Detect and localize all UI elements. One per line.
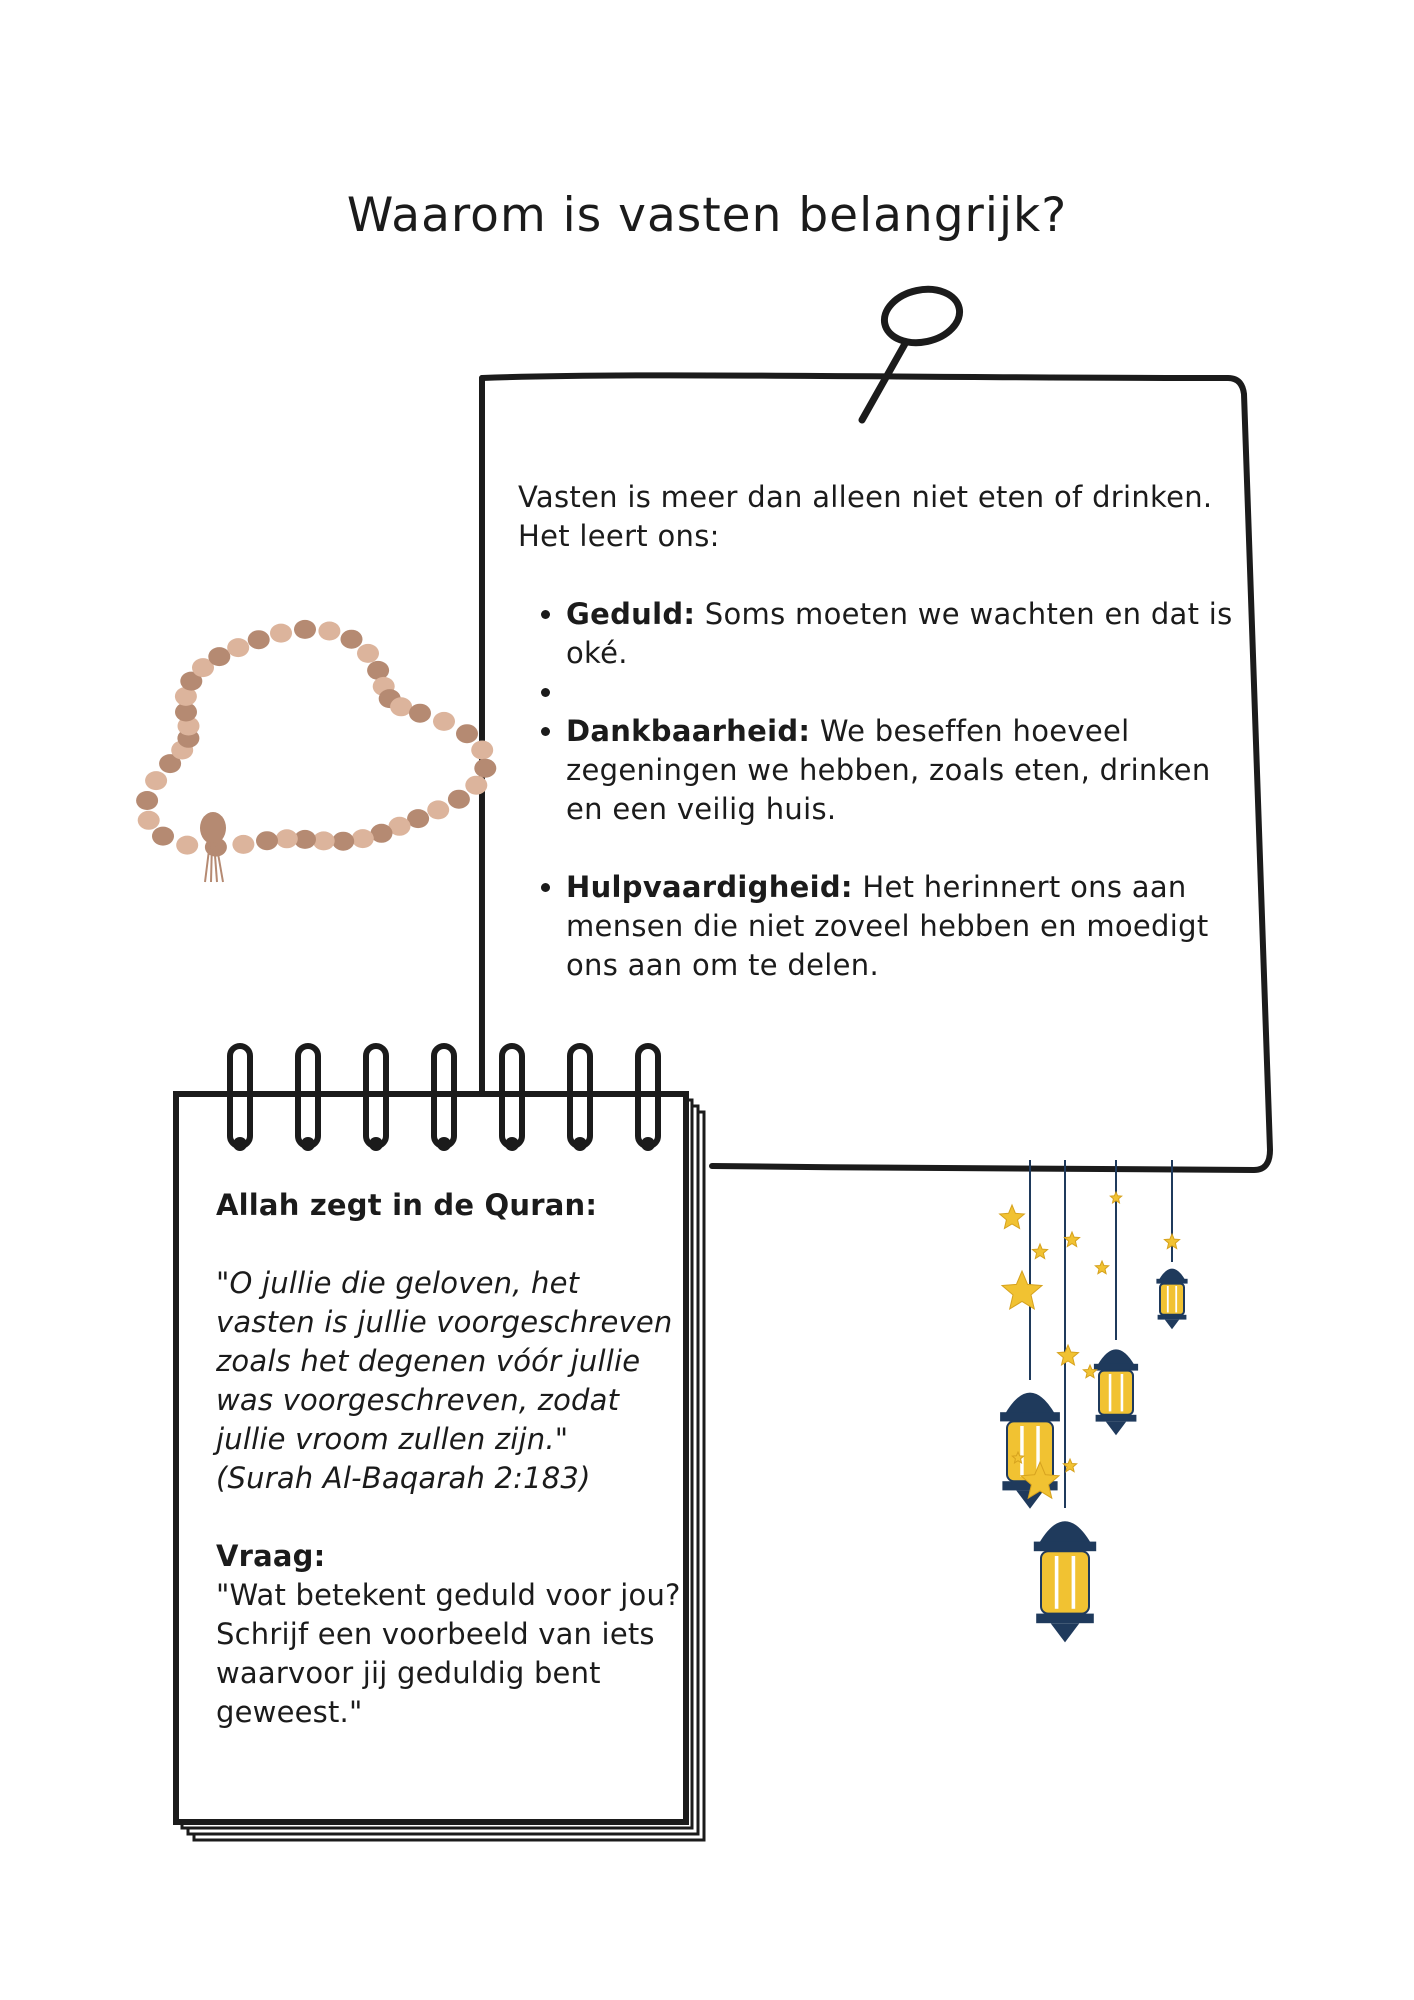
quran-reference: (Surah Al-Baqarah 2:183)	[216, 1461, 591, 1495]
bead	[471, 741, 493, 760]
star	[1110, 1192, 1121, 1203]
lantern-base	[1158, 1315, 1187, 1320]
bead	[256, 831, 278, 850]
bead	[276, 829, 298, 848]
hanging-lanterns-icon	[920, 1160, 1220, 1700]
spiral-binding-icon	[200, 1040, 680, 1160]
star	[1002, 1271, 1042, 1309]
bead	[208, 647, 230, 666]
bead	[465, 776, 487, 795]
lantern-rim	[1000, 1412, 1060, 1421]
bead	[427, 800, 449, 819]
spiral-ring	[502, 1046, 522, 1146]
bead	[332, 832, 354, 851]
ring-hole	[437, 1137, 451, 1151]
bead	[136, 791, 158, 810]
bead	[371, 824, 393, 843]
lantern-rim	[1034, 1542, 1096, 1552]
bead	[341, 630, 363, 649]
bead	[152, 827, 174, 846]
bead	[138, 811, 160, 830]
ring-hole	[301, 1137, 315, 1151]
bead	[433, 712, 455, 731]
ring-hole	[641, 1137, 655, 1151]
bead	[313, 831, 335, 850]
bead	[232, 835, 254, 854]
note-content	[518, 478, 1238, 985]
bead	[390, 697, 412, 716]
bead	[357, 644, 379, 663]
bead	[367, 661, 389, 680]
lantern-cap	[1039, 1521, 1092, 1544]
lantern-rim	[1094, 1364, 1138, 1371]
spiral-ring	[298, 1046, 318, 1146]
bead	[248, 630, 270, 649]
bead	[474, 759, 496, 778]
lantern-cap	[1005, 1393, 1056, 1415]
list-item-dankbaarheid: • Dankbaarheid: We beseffen hoeveel zegeningen we hebben, zoals eten, drinken en een veilig huis.	[566, 712, 1238, 829]
tassel-thread	[211, 842, 212, 882]
spiral-ring	[230, 1046, 250, 1146]
lantern-body	[1099, 1371, 1133, 1415]
ring-hole	[505, 1137, 519, 1151]
lantern-base	[1036, 1614, 1094, 1624]
bead	[176, 836, 198, 855]
lantern-body	[1160, 1284, 1184, 1315]
bead	[294, 620, 316, 639]
bead	[448, 790, 470, 809]
lantern-body	[1041, 1551, 1089, 1613]
page-title: Waarom is vasten belangrijk?	[346, 188, 1068, 243]
prayer-beads-icon	[135, 620, 475, 900]
star	[1064, 1232, 1079, 1247]
bead	[409, 704, 431, 723]
notepad-content	[216, 1186, 686, 1732]
spiral-ring	[638, 1046, 658, 1146]
star	[1032, 1244, 1047, 1259]
bead	[270, 624, 292, 643]
spiral-ring	[434, 1046, 454, 1146]
bead	[145, 771, 167, 790]
lantern-cap	[1159, 1269, 1185, 1280]
lantern-tip	[1051, 1623, 1080, 1642]
bead	[318, 622, 340, 641]
list-item-empty	[566, 673, 1238, 712]
lantern-base	[1096, 1415, 1137, 1422]
bead	[352, 829, 374, 848]
spiral-ring	[366, 1046, 386, 1146]
question-label: Vraag:	[216, 1539, 326, 1573]
ring-hole	[233, 1137, 247, 1151]
intro-line-1: Vasten is meer dan alleen niet eten of drinken.	[518, 480, 1213, 514]
bead-head	[200, 812, 226, 844]
lantern-body	[1007, 1421, 1053, 1481]
quran-quote: "O jullie die geloven, het vasten is jullie voorgeschreven zoals het degenen vóór jullie was voorgeschreven, zodat jullie vroom zullen zijn."	[216, 1266, 673, 1456]
bead	[456, 724, 478, 743]
spiral-ring	[570, 1046, 590, 1146]
quran-heading: Allah zegt in de Quran:	[216, 1188, 598, 1222]
list-item-geduld: • Geduld: Soms moeten we wachten en dat is oké.	[566, 595, 1238, 673]
ring-hole	[369, 1137, 383, 1151]
star	[1095, 1261, 1108, 1274]
bead	[227, 638, 249, 657]
star	[1000, 1205, 1025, 1229]
question-text: "Wat betekent geduld voor jou? Schrijf een voorbeeld van iets waarvoor jij geduldig bent geweest."	[216, 1578, 681, 1729]
benefit-list	[518, 595, 1238, 985]
star	[1058, 1345, 1079, 1365]
lantern-tip	[1106, 1422, 1126, 1436]
ring-hole	[573, 1137, 587, 1151]
lantern-cap	[1097, 1349, 1134, 1365]
lantern-tip	[1165, 1320, 1179, 1330]
intro-line-2: Het leert ons:	[518, 519, 720, 553]
pushpin-icon	[850, 280, 990, 440]
list-item-hulpvaardigheid: • Hulpvaardigheid: Het herinnert ons aan mensen die niet zoveel hebben en moedigt ons aan om te delen.	[566, 868, 1238, 985]
